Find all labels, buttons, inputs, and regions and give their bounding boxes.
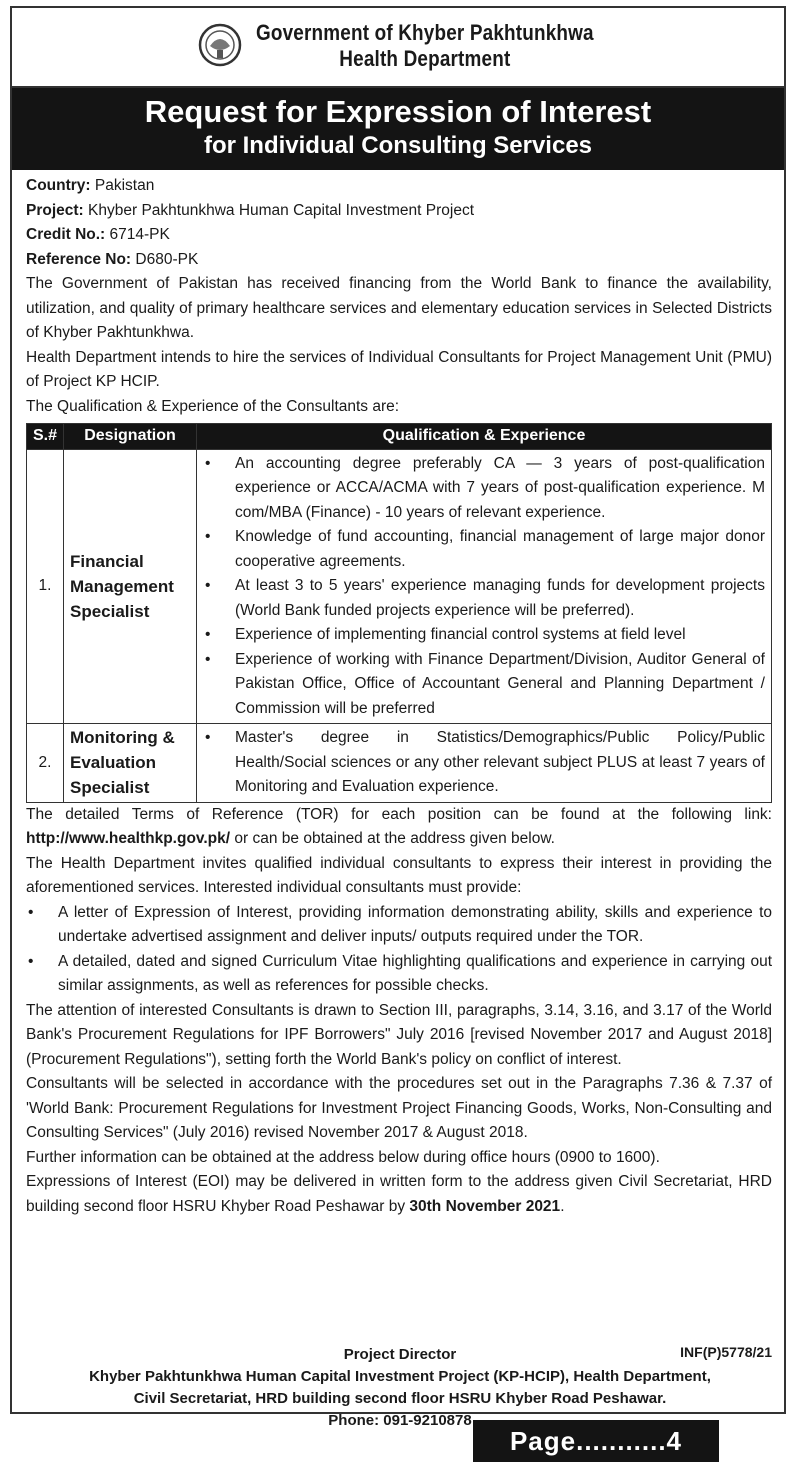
- col-qualification: Qualification & Experience: [197, 424, 772, 450]
- inf-number: INF(P)5778/21: [680, 1344, 772, 1360]
- intro-paragraph: The Qualification & Experience of the Consultants are:: [26, 397, 400, 415]
- header: [12, 8, 784, 88]
- consultants-table: [26, 423, 772, 803]
- country-line: Country: Pakistan: [26, 177, 155, 194]
- list-item: • Knowledge of fund accounting, financial management of large major donor cooperative agreements.: [197, 525, 765, 574]
- project-line: Project: Khyber Pakhtunkhwa Human Capital Investment Project: [26, 201, 475, 219]
- further-paragraph: Further information can be obtained at the address below during office hours (0900 to 1600).: [26, 1148, 660, 1166]
- col-sno: S.#: [27, 424, 64, 450]
- advertisement: [10, 6, 786, 1429]
- intro-paragraph: Health Department intends to hire the services of Individual Consultants for Project Management Unit (PMU) of Project KP HCIP.: [26, 348, 772, 390]
- selection-paragraph: Consultants will be selected in accordance with the procedures set out in the Paragraphs 7.36 & 7.37 of 'World Bank: Procurement Regulations for Investment Project Financing Goods, Works, Non-Consulting and Consulting Services" (July 2016) revised November 2017 & August 2018.: [26, 1075, 772, 1141]
- table-row: 2. Monitoring & Evaluation Specialist • Master's degree in Statistics/Demographics/Public Policy/Public Health/Social sciences or any other relevant subject PLUS at least 7 years of Monitoring and Evaluation experience.: [27, 724, 772, 803]
- col-designation: Designation: [64, 424, 197, 450]
- footer-block: [12, 1344, 788, 1432]
- phone: Phone: 091-9210878: [328, 1412, 472, 1429]
- reference-line: Reference No: D680-PK: [26, 250, 199, 268]
- eoi-paragraph: Expressions of Interest (EOI) may be delivered in written form to the address given Civil Secretariat, HRD building second floor HSRU Khyber Road Peshawar by 30th November 2021.: [26, 1173, 772, 1215]
- requirements-list: [26, 901, 772, 999]
- table-row: 1. Financial Management Specialist • An accounting degree preferably CA — 3 years of post-qualification experience or ACCA/ACMA with 7 years of post-qualification experience. M com/MBA (Finance) - 10 years of relevant experience. • Knowledge of fund accounting, financial management of large major donor cooperative agreements. • At least 3 to 5 years' experience managing funds for development projects (World Bank funded projects experience will be preferred). • Experience of implementing financial control systems at field level • Experience of working with Finance Department/Division, Auditor General of Pakistan Office, Office of Accountant General and Planning Department / Commission will be preferred: [27, 449, 772, 724]
- list-item: • Experience of working with Finance Department/Division, Auditor General of Pakistan Office, Office of Accountant General and Planning Department / Commission will be preferred: [197, 648, 765, 722]
- tor-link[interactable]: http://www.healthkp.gov.pk/: [26, 830, 231, 847]
- page-title: Request for Expression of Interest: [144, 94, 652, 129]
- page-subtitle: for Individual Consulting Services: [203, 132, 593, 159]
- intro-paragraph: The Government of Pakistan has received financing from the World Bank to finance the availability, utilization, and quality of primary healthcare services and elementary education services in Selected Districts of Khyber Pakhtunkhwa.: [26, 275, 772, 341]
- attention-paragraph: The attention of interested Consultants is drawn to Section III, paragraphs, 3.14, 3.16, and 3.17 of the World Bank's Procurement Regulations for IPF Borrowers" July 2016 [revised November 2017 and August 2018] (Procurement Regulations"), setting forth the World Bank's policy on conflict of interest.: [26, 1001, 772, 1068]
- list-item: • Experience of implementing financial control systems at field level: [197, 623, 765, 648]
- credit-line: Credit No.: 6714-PK: [26, 226, 170, 243]
- page-number-badge: Page...........4: [473, 1420, 719, 1462]
- list-item: • A detailed, dated and signed Curriculum Vitae highlighting qualifications and experience in carrying out similar assignments, as well as references for possible checks.: [26, 950, 772, 999]
- content: [26, 174, 772, 1219]
- invite-paragraph: The Health Department invites qualified individual consultants to express their interest in providing the aforementioned services. Interested individual consultants must provide:: [26, 854, 772, 896]
- deadline: 30th November 2021: [409, 1197, 561, 1215]
- list-item: • An accounting degree preferably CA — 3 years of post-qualification experience or ACCA/ACMA with 7 years of post-qualification experience. M com/MBA (Finance) - 10 years of relevant experience.: [197, 452, 765, 526]
- list-item: • A letter of Expression of Interest, providing information demonstrating ability, skills and experience to undertake advertised assignment and deliver inputs/ outputs required under the TOR.: [26, 901, 772, 950]
- organization-name: Government of Khyber Pakhtunkhwa Health Department: [256, 20, 594, 71]
- list-item: • Master's degree in Statistics/Demographics/Public Policy/Public Health/Social sciences or any other relevant subject PLUS at least 7 years of Monitoring and Evaluation experience.: [197, 726, 765, 800]
- table-header: [27, 424, 772, 450]
- title-band: [12, 88, 784, 170]
- director-title: Project Director: [343, 1346, 457, 1363]
- emblem-icon: [197, 22, 243, 68]
- tor-paragraph: The detailed Terms of Reference (TOR) for each position can be found at the following link: http://www.healthkp.gov.pk/ or can be obtained at the address given below.: [26, 805, 772, 847]
- address-line: Civil Secretariat, HRD building second floor HSRU Khyber Road Peshawar.: [133, 1390, 667, 1407]
- list-item: • At least 3 to 5 years' experience managing funds for development projects (World Bank funded projects experience will be preferred).: [197, 574, 765, 623]
- address-line: Khyber Pakhtunkhwa Human Capital Investment Project (KP-HCIP), Health Department,: [89, 1368, 711, 1385]
